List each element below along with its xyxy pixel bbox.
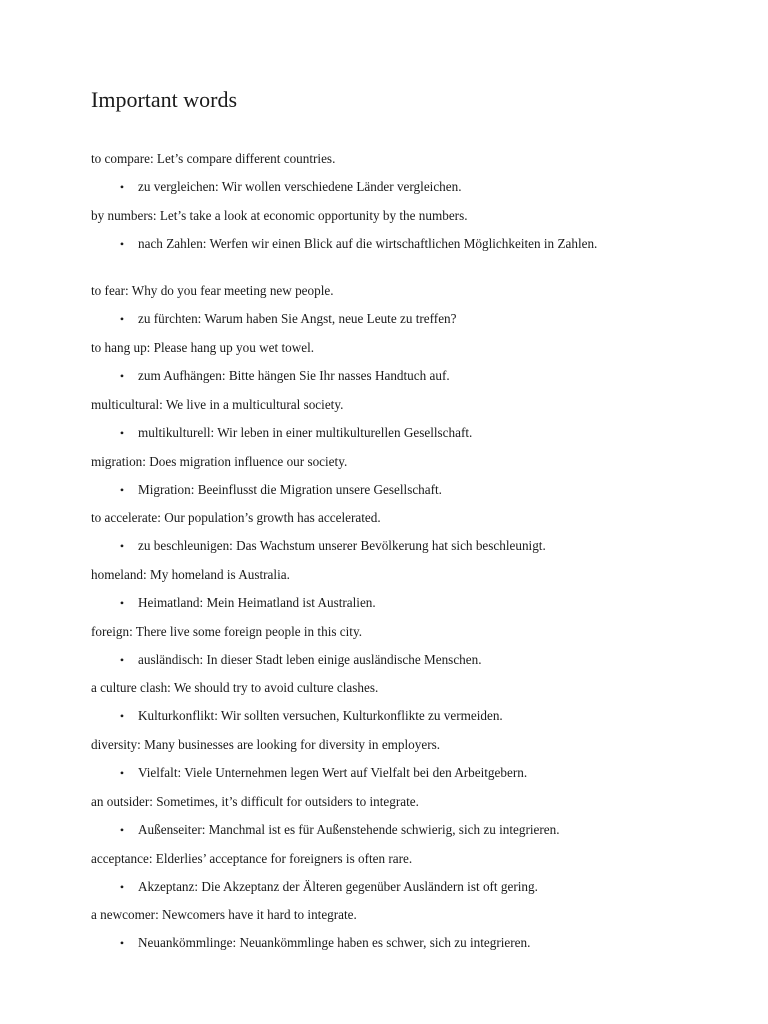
german-translation-item <box>113 310 643 328</box>
german-entry: zu vergleichen: Wir wollen verschiedene Länder vergleichen. <box>138 179 462 194</box>
bullet-icon: • <box>119 483 125 497</box>
german-entry: Akzeptanz: Die Akzeptanz der Älteren gegenüber Ausländern ist oft gering. <box>138 879 538 894</box>
english-entry: an outsider: Sometimes, it’s difficult for outsiders to integrate. <box>91 794 419 809</box>
english-entry: multicultural: We live in a multicultural society. <box>91 397 344 412</box>
english-entry: diversity: Many businesses are looking for diversity in employers. <box>91 737 441 752</box>
german-translation-item <box>113 764 643 782</box>
bullet-icon: • <box>119 823 125 837</box>
german-translation-item <box>113 537 643 555</box>
german-translation-item <box>113 878 643 896</box>
bullet-icon: • <box>119 180 125 194</box>
bullet-icon: • <box>119 709 125 723</box>
page-title: Important words <box>91 87 238 112</box>
bullet-icon: • <box>119 936 125 950</box>
bullet-icon: • <box>119 369 125 383</box>
german-entry: multikulturell: Wir leben in einer multikulturellen Gesellschaft. <box>138 425 473 440</box>
english-entry: to compare: Let’s compare different countries. <box>91 151 336 166</box>
german-translation-item <box>113 594 643 612</box>
english-entry: homeland: My homeland is Australia. <box>91 567 290 582</box>
german-entry: Außenseiter: Manchmal ist es für Außenstehende schwierig, sich zu integrieren. <box>138 822 560 837</box>
bullet-icon: • <box>119 237 125 251</box>
bullet-icon: • <box>119 766 125 780</box>
bullet-icon: • <box>119 596 125 610</box>
german-entry: Neuankömmlinge: Neuankömmlinge haben es schwer, sich zu integrieren. <box>138 935 531 950</box>
german-entry: zu beschleunigen: Das Wachstum unserer Bevölkerung hat sich beschleunigt. <box>138 538 546 553</box>
german-translation-item <box>113 178 643 196</box>
german-translation-item <box>113 235 643 253</box>
english-entry: by numbers: Let’s take a look at economic opportunity by the numbers. <box>91 208 468 223</box>
german-translation-item <box>113 821 643 839</box>
german-translation-item <box>113 707 643 725</box>
german-entry: zu fürchten: Warum haben Sie Angst, neue Leute zu treffen? <box>138 311 457 326</box>
english-entry: to fear: Why do you fear meeting new people. <box>91 283 334 298</box>
english-entry: to accelerate: Our population’s growth has accelerated. <box>91 510 381 525</box>
german-entry: Heimatland: Mein Heimatland ist Australien. <box>138 595 376 610</box>
german-translation-item <box>113 367 643 385</box>
german-entry: zum Aufhängen: Bitte hängen Sie Ihr nasses Handtuch auf. <box>138 368 450 383</box>
english-entry: foreign: There live some foreign people in this city. <box>91 624 362 639</box>
bullet-icon: • <box>119 426 125 440</box>
german-translation-item <box>113 481 643 499</box>
german-translation-item <box>113 651 643 669</box>
german-entry: Migration: Beeinflusst die Migration unsere Gesellschaft. <box>138 482 442 497</box>
german-translation-item <box>113 424 643 442</box>
english-entry: a newcomer: Newcomers have it hard to integrate. <box>91 907 357 922</box>
german-entry: nach Zahlen: Werfen wir einen Blick auf die wirtschaftlichen Möglichkeiten in Zahlen. <box>138 236 598 251</box>
english-entry: a culture clash: We should try to avoid culture clashes. <box>91 680 379 695</box>
bullet-icon: • <box>119 312 125 326</box>
german-entry: Kulturkonflikt: Wir sollten versuchen, Kulturkonflikte zu vermeiden. <box>138 708 503 723</box>
german-entry: ausländisch: In dieser Stadt leben einige ausländische Menschen. <box>138 652 482 667</box>
english-entry: migration: Does migration influence our society. <box>91 454 348 469</box>
bullet-icon: • <box>119 539 125 553</box>
german-entry: Vielfalt: Viele Unternehmen legen Wert auf Vielfalt bei den Arbeitgebern. <box>138 765 528 780</box>
german-translation-item <box>113 934 643 952</box>
english-entry: acceptance: Elderlies’ acceptance for foreigners is often rare. <box>91 851 413 866</box>
bullet-icon: • <box>119 880 125 894</box>
bullet-icon: • <box>119 653 125 667</box>
english-entry: to hang up: Please hang up you wet towel. <box>91 340 315 355</box>
